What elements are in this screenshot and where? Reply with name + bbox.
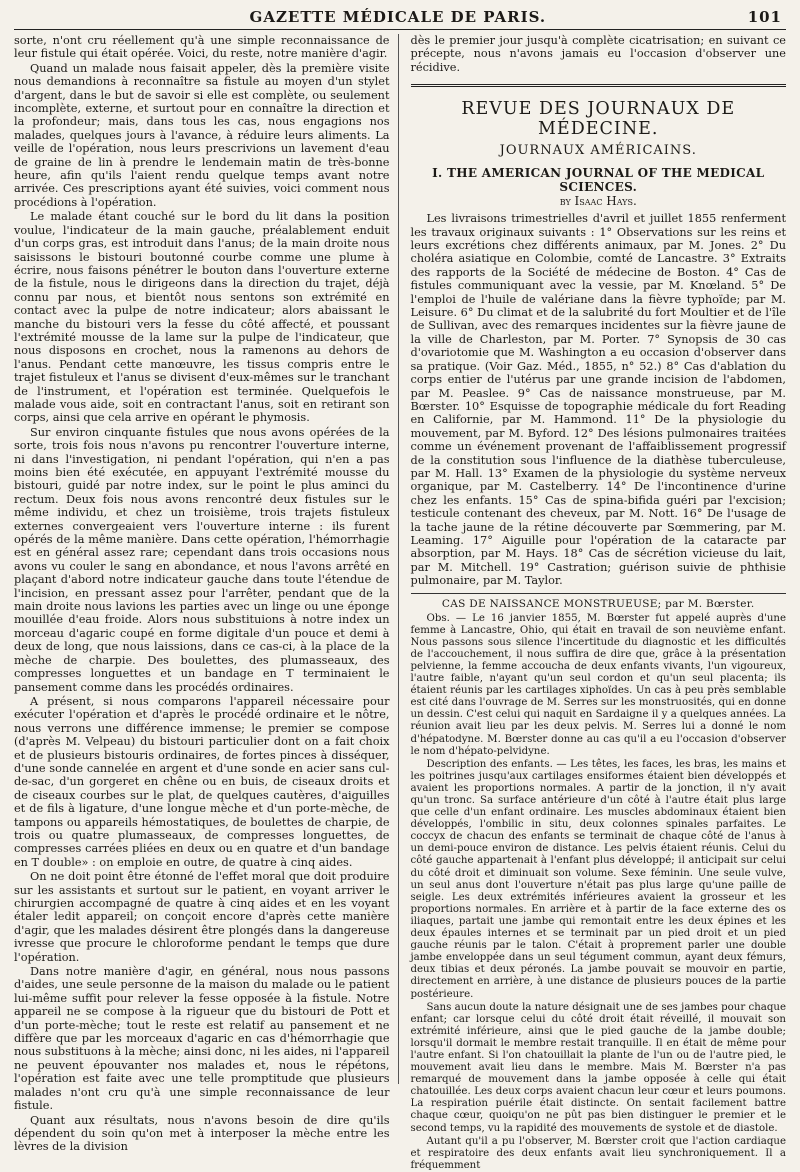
journal-heading: I. THE AMERICAN JOURNAL OF THE MEDICAL SCIENCES.	[432, 166, 765, 195]
left-column	[14, 34, 399, 1154]
case-paragraph: Description des enfants. — Les têtes, les faces, les bras, les mains et les poitrines jusqu'aux cartilages ensiformes étaient bien développés et avaient les proportions normales. A partir de la jonction, il n'y avait qu'un tronc. Sa surface antérieure d'un côté à l'autre était plus large que celle d'un enfant ordinaire. Les muscles abdominaux étaient bien développés, l'ombilic in situ, deux colonnes spinales parfaites. Le coccyx de chacun des enfants se terminait de chaque côté de l'anus à un demi-pouce environ de distance. Les pelvis étaient réunis. Celui du côté gauche appartenait à l'enfant plus développé; il anticipait sur celui du côté droit et diminuait son volume. Sexe féminin. Une seule vulve, un seul anus dont l'ouverture n'était pas plus large qu'une paille de seigle. Les deux extrémités inférieures avaient la grosseur et les proportions normales. En arrière et à partir de la face externe des os iliaques, partait une jambe qui remontait entre les deux épines et les deux épaules internes et se terminait par un pied droit et un pied gauche réunis par le talon. C'était à proprement parler une double jambe enveloppée dans un seul tégument commun, ayant deux fémurs, deux tibias et deux péronés. La jambe pouvait se mouvoir en partie, directement en arrière, à une distance de plusieurs pouces de la partie postérieure.	[410, 758, 786, 1000]
journal-summary: Les livraisons trimestrielles d'avril et juillet 1855 renferment les travaux originaux suivants : 1° Observations sur les reins et leurs excrétions chez différents animaux, par M. Jones. 2° Du choléra asiatique en Colombie, comté de Lancastre. 3° Extraits des rapports de la Société de médecine de Boston. 4° Cas de fistules communiquant avec la vessie, par M. Knœland. 5° De l'emploi de l'huile de valériane dans la fièvre typhoïde; par M. Leisure. 6° Du climat et de la salubrité du fort Moultier et de l'île de Sullivan, avec des remarques incidentes sur la fièvre jaune de la ville de Charleston, par M. Porter. 7° Synopsis de 30 cas d'ovariotomie que M. Washington a eu occasion d'observer dans sa pratique. (Voir Gaz. Méd., 1855, n° 52.) 8° Cas d'ablation du corps entier de l'utérus par une grande incision de l'abdomen, par M. Peaslee. 9° Cas de naissance monstrueuse, par M. Bœrster. 10° Esquisse de topographie médicale du fort Reading en Californie, par M. Hammond. 11° De la physiologie du mouvement, par M. Byford. 12° Des lésions pulmonaires traitées comme un événement provenant de l'affaiblissement progressif de la constitution sous l'influence de la diathèse tuberculeuse, par M. Hall. 13° Examen de la physiologie du système nerveux organique, par M. Castelberry. 14° De l'incontinence d'urine chez les enfants. 15° Cas de spina-bifida guéri par l'excision; testicule contenant des cheveux, par M. Nott. 16° De l'usage de la tache jaune de la rétine découverte par Sœmmering, par M. Leaming. 17° Aiguille pour l'opération de la cataracte par absorption, par M. Hays. 18° Cas de sécrétion vicieuse du lait, par M. Mitchell. 19° Castration; guérison suivie de phthisie pulmonaire, par M. Taylor.	[410, 212, 786, 588]
left-paragraph: Quant aux résultats, nous n'avons besoin de dire qu'ils dépendent du soin qu'on met à interposer la mèche entre les lèvres de la division	[14, 1113, 390, 1154]
case-paragraph: Autant qu'il a pu l'observer, M. Bœrster croit que l'action cardiaque et respiratoire des deux enfants avait lieu synchroniquement. Il a fréquemment	[410, 1135, 786, 1171]
case-body	[411, 613, 787, 1172]
left-paragraph: sorte, n'ont cru réellement qu'à une simple reconnaissance de leur fistule qui était opérée. Voici, du reste, notre manière d'agir.	[14, 34, 390, 61]
section-divider	[411, 84, 787, 87]
left-paragraph: Sur environ cinquante fistules que nous avons opérées de la sorte, trois fois nous n'avons pu rencontrer l'ouverture interne, ni dans l'investigation, ni pendant l'opération, qui n'en a pas moins bien été exécutée, en appuyant l'extrémité mousse du bistouri, guidé par notre index, sur le point le plus aminci du rectum. Deux fois nous avons rencontré deux fistules sur le même individu, et chez un troisième, trois trajets fistuleux externes convergeaient vers l'ouverture interne : ils furent opérés de la même manière. Dans cette opération, l'hémorrhagie est en général assez rare; cependant dans trois occasions nous avons vu couler le sang en abondance, et nous l'avons arrêté en plaçant d'abord notre indicateur gauche dans toute l'étendue de l'incision, en pressant assez pour l'arrêter, pendant que de la main droite nous lavions les parties avec un linge ou une éponge mouillée d'eau froide. Alors nous substituions à notre index un morceau d'agaric coupé en forme digitale d'un pouce et demi à deux de long, que nous laissions, dans ce cas-ci, à la place de la mèche de charpie. Des boulettes, des plumasseaux, des compresses longuettes et un bandage en T terminaient le pansement comme dans les procédés ordinaires.	[14, 425, 390, 694]
page-number: 101	[747, 8, 782, 26]
case-paragraph: Obs. — Le 16 janvier 1855, M. Bœrster fut appelé auprès d'une femme à Lancastre, Ohio, qui était en travail de son neuvième enfant. Nous passons sous silence l'incertitude du diagnostic et les difficultés de l'accouchement, il nous suffira de dire que, grâce à la présentation pelvienne, la femme accoucha de deux enfants vivants, l'un vigoureux, l'autre faible, n'ayant qu'un seul cordon et qu'un seul placenta; ils étaient réunis par les cartilages xiphoïdes. Un cas à peu près semblable est cité dans l'ouvrage de M. Serres sur les monstruosités, qui en donne un dessin. C'est celui qui naquit en Sardaigne il y a quelques années. La réunion avait lieu par les deux pelvis. M. Serres lui a donné le nom d'hépatodyne. M. Bœrster donne au cas qu'il a eu l'occasion d'observer le nom d'hépato-pelvidyne.	[410, 612, 786, 757]
journal-title: GAZETTE MÉDICALE DE PARIS.	[249, 8, 547, 26]
left-paragraph: Le malade étant couché sur le bord du lit dans la position voulue, l'indicateur de la main gauche, préalablement enduit d'un corps gras, est introduit dans l'anus; de la main droite nous saisissons le bistouri boutonné courbe comme une plume à écrire, nous faisons pénétrer le bouton dans l'ouverture externe de la fistule, nous le dirigeons dans la direction du trajet, déjà connu par nous, et bientôt nous sentons son extrémité en contact avec la pulpe de notre indicateur; alors abaissant le manche du bistouri vers la fesse du côté affecté, et poussant l'extrémité mousse de la lame sur la pulpe de l'indicateur, que nous disposons en crochet, nous la ramenons au dehors de l'anus. Pendant cette manœuvre, les tissus compris entre le trajet fistuleux et l'anus se divisent d'eux-mêmes sur le tranchant de l'instrument, et l'opération est terminée. Quelquefois le malade vous aide, soit en contractant l'anus, soit en retirant son corps, ainsi que cela arrive en opérant le phymosis.	[14, 210, 390, 425]
journal-editor: by Isaac Hays.	[559, 194, 637, 209]
left-paragraph: A présent, si nous comparons l'appareil nécessaire pour exécuter l'opération et d'après le procédé ordinaire et le nôtre, nous verrons une différence immense; le premier se compose (d'après M. Velpeau) du bistouri particulier dont on a fait choix et de plusieurs bistouris ordinaires, de fortes pinces à disséquer, d'une sonde cannelée en argent et d'une sonde en acier sans cul-de-sac, d'un gorgeret en chêne ou en buis, de ciseaux droits et de ciseaux courbes sur le plat, de quelques cautères, d'aiguilles et de fils à ligature, d'une longue mèche et d'un porte-mèche, de tampons ou appareils hémostatiques, de boulettes de charpie, de trois ou quatre plumasseaux, de compresses longuettes, de compresses carrées pliées en deux ou en quatre et d'un bandage en T double» : on emploie en outre, de quatre à cinq aides.	[14, 694, 390, 869]
case-heading: CAS DE NAISSANCE MONSTRUEUSE; par M. Bœrster.	[441, 597, 755, 610]
revue-subtitle: JOURNAUX AMÉRICAINS.	[499, 143, 697, 159]
left-paragraph: Quand un malade nous faisait appeler, dès la première visite nous demandions à reconnaître sa fistule au moyen d'un stylet d'argent, dans le but de savoir si elle est complète, ou seulement incomplète, externe, et surtout pour en connaître la direction et la profondeur; mais, dans tous les cas, nous engagions nos malades, quelques jours à l'avance, à réduire leurs aliments. La veille de l'opération, nous leurs prescrivions un lavement d'eau de graine de lin à prendre le lendemain matin de très-bonne heure, afin qu'ils l'aient rendu quelque temps avant notre arrivée. Ces prescriptions ayant été suivies, voici comment nous procédions à l'opération.	[14, 61, 390, 209]
columns	[14, 34, 786, 1171]
left-paragraph: Dans notre manière d'agir, en général, nous nous passons d'aides, une seule personne de la maison du malade ou le patient lui-même suffit pour relever la fesse opposée à la fistule. Notre appareil ne se compose à la rigueur que du bistouri de Pott et d'un porte-mèche; tout le reste est relatif au pansement et ne diffère que par les morceaux d'agaric en cas d'hémorrhagie que nous substituons à la mèche; ainsi donc, ni les aides, ni l'appareil ne peuvent épouvanter nos malades et, nous le répétons, l'opération est faite avec une telle promptitude que plusieurs malades n'ont cru qu'à une simple reconnaissance de leur fistule.	[14, 965, 390, 1113]
case-divider	[411, 593, 787, 594]
case-paragraph: Sans aucun doute la nature désignait une de ses jambes pour chaque enfant; car lorsque celui du côté droit était réveillé, il mouvait son extrémité inférieure, ainsi que le pied gauche de la jambe double; lorsqu'il dormait le membre restait tranquille. Il en était de même pour l'autre enfant. Si l'on chatouillait la plante de l'un ou de l'autre pied, le mouvement avait lieu dans le membre. Mais M. Bœrster n'a pas remarqué de mouvement dans la jambe opposée à celle qui était chatouillée. Les deux corps avaient chacun leur cœur et leurs poumons. La respiration puérile était distincte. On sentait facilement battre chaque cœur, quoiqu'on ne pût pas bien distinguer le premier et le second temps, vu la rapidité des mouvements de systole et de diastole.	[410, 1001, 786, 1134]
running-head	[14, 8, 786, 30]
revue-title: REVUE DES JOURNAUX DE MÉDECINE.	[461, 99, 736, 140]
left-paragraph: On ne doit point être étonné de l'effet moral que doit produire sur les assistants et surtout sur le patient, en voyant arriver le chirurgien accompagné de quatre à cinq aides et en les voyant étaler ledit appareil; on conçoit encore d'après cette manière d'agir, que les malades désirent être plongés dans la dangereuse ivresse que procure le chloroforme pendant le temps que dure l'opération.	[14, 870, 390, 964]
right-column	[410, 34, 787, 1171]
continuation-paragraph: dès le premier jour jusqu'à complète cicatrisation; en suivant ce précepte, nous n'avons jamais eu l'occasion d'observer une récidive.	[410, 34, 786, 74]
